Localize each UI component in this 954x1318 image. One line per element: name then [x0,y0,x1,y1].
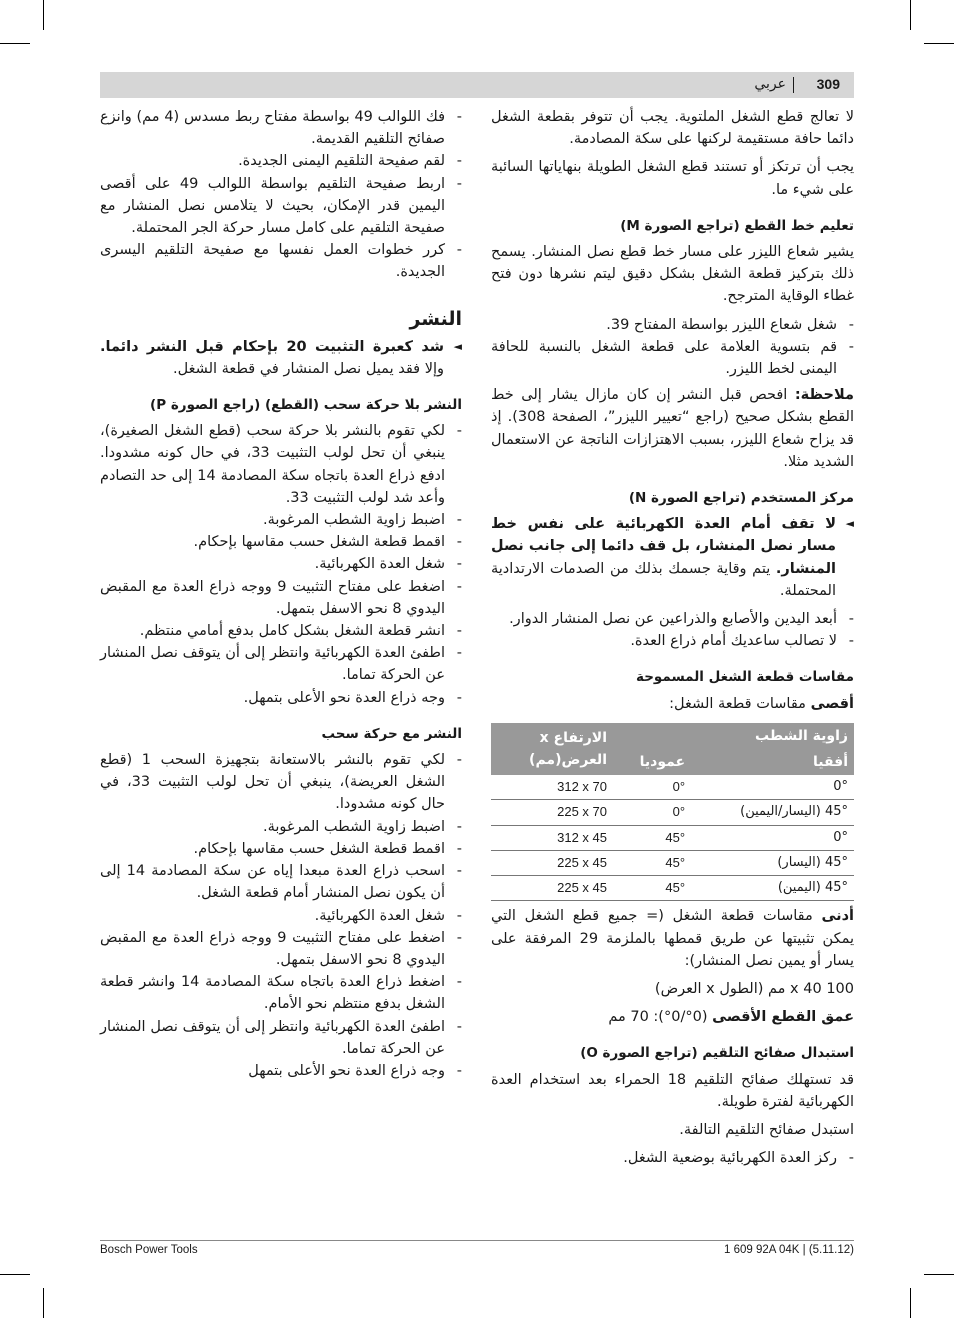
section-heading: النشر بلا حركة سحب (القطع) (راجع الصورة P) [150,397,462,414]
table-row [491,876,854,901]
cell-vertical: 0° [613,800,691,825]
warning [100,336,462,380]
header-divider [793,77,794,93]
list-item: - اطفئ العدة الكهربائية وانتظر إلى أن يتوقف نصل المنشار عن الحركة تماما. [100,1016,462,1060]
crop-mark [910,1288,911,1318]
list-item: - فك اللوالب 49 بواسطة مفتاح ربط مسدس (4 مم) وانزع صفائح التلقيم القديمة. [100,106,462,150]
min-label: أدنى [821,908,854,925]
section-heading: مركز المستخدم (تراجع الصورة N) [628,490,854,507]
cell-vertical: 45° [613,825,691,850]
table-header-vertical: عموديا [613,749,691,775]
section-heading: مقاسات قطعة الشغل المسموحة [636,669,854,686]
list-item: - شغل العدة الكهربائية. [100,905,462,927]
list-item: - وجه ذراع العدة نحو الأعلى بتمهل [100,1060,462,1082]
min-text: مقاسات قطعة الشغل (= جميع قطع الشغل التي يمكن تثبيتها عن طريق قمطها بالملزمة 29 المرفقة على يسار أو يمين نصل المنشار): [491,908,854,969]
warning [491,513,854,602]
paragraph: يجب أن ترتكز أو تستند قطع الشغل الطويلة بنهاياتها السائبة على شيء ما. [491,159,854,198]
cell-dims: 225 x 45 [491,876,613,901]
section-heading: تعليم خط القطع (تراجع الصورة M) [620,217,854,234]
note-text: افحص قبل النشر إن كان مازال يشار إلى خط القطع بشكل صحيح (راجع “تعيير الليزر”، الصفحة 308). إذ قد يزاح شعاع الليزر، بسبب الاهتزازات الناتجة عن الاستعمال الشديد مثلا. [491,387,854,470]
left-column [100,106,462,1082]
warning-text: يتم وقاية جسمك بذلك من الصدمات الارتدادية المحتملة. [491,560,836,599]
list-item: - قم بتسوية العلامة على قطعة الشغل بالنسبة للحافة اليمنى لخط الليزر. [491,336,854,380]
section-heading: النشر مع حركة سحب [321,725,462,742]
cell-vertical: 45° [613,876,691,901]
list-item: - شغل شعاع الليزر بواسطة المفتاح 39. [491,314,854,336]
page-header [100,72,854,98]
page-number: 309 [816,76,840,92]
paragraph: يشير شعاع الليزر على مسار خط قطع نصل المنشار. يسمح ذلك بتركيز قطعة الشغل بشكل دقيق ليتم نشرها دون فتح غطاء الوقاية المترجح. [491,244,854,305]
list-item: - لكي تقوم بالنشر بلا حركة سحب (قطع الشغل الصغيرة)، ينبغي أن تحل لولب التثبيت 33، في حال كونه مشدودا. ادفع ذراع العدة باتجاه سكة المصادمة 14 إلى حد التصادم وأعد شد لولب التثبيت 33. [100,420,462,509]
list-item: - أبعد اليدين والأصابع والذراعين عن نصل المنشار الدوار. [491,608,854,630]
crop-mark [43,1288,44,1318]
list-item: - لقم صفيحة التلقيم اليمنى الجديدة. [100,150,462,172]
min-dimensions: 100 x 40 مم (الطول x العرض) [654,980,854,997]
cell-horizontal: 45° (اليسار/اليمين) [691,800,854,825]
depth-text: (0°/0°): 70 مم [608,1009,713,1026]
crop-mark [0,1274,30,1275]
footer-doc-id: 1 609 92A 04K | (5.11.12) [723,1244,854,1256]
footer-publisher: Bosch Power Tools [100,1244,198,1256]
list-item: - اقمط قطعة الشغل حسب مقاسها بإحكام. [100,531,462,553]
list-item: - اقمط قطعة الشغل حسب مقاسها بإحكام. [100,838,462,860]
paragraph: قد تستهلك صفائح التلقيم 18 الحمراء بعد استخدام العدة الكهربائية لفترة طويلة. [491,1071,854,1110]
list-item: - اضبط زاوية الشطب المرغوبة. [100,509,462,531]
paragraph: استبدل صفائح التلقيم التالفة. [679,1121,854,1138]
list-item: - وجه ذراع العدة نحو الأعلى بتمهل. [100,687,462,709]
warning-text: وإلا فقد يميل نصل المنشار في قطعة الشغل. [173,360,444,377]
dimensions-table [491,723,854,901]
right-column [491,106,854,1169]
cell-horizontal: 0° [691,775,854,800]
cell-vertical: 0° [613,775,691,800]
cell-dims: 225 x 70 [491,800,613,825]
list-item: - اضغط ذراع العدة باتجاه سكة المصادمة 14 وانشر قطعة الشغل بدفع منتظم نحو الأمام. [100,971,462,1015]
language-label: عربي [754,76,786,92]
cell-dims: 312 x 70 [491,775,613,800]
max-label: أقصى [810,695,854,712]
page-footer [100,1240,854,1256]
crop-mark [0,43,30,44]
cell-dims: 225 x 45 [491,850,613,875]
list-item: - اضبط زاوية الشطب المرغوبة. [100,816,462,838]
max-text: مقاسات قطعة الشغل: [669,695,811,712]
paragraph [491,693,854,715]
section-heading: استبدال صفائح التلقيم (تراجع الصورة O) [580,1045,854,1062]
table-row [491,825,854,850]
list-item: - اضغط على مفتاح التثبيت 9 ووجه ذراع العدة مع المقبض اليدوي 8 نحو الاسفل بتمهل. [100,576,462,620]
crop-mark [924,1274,954,1275]
cell-horizontal: 0° [691,825,854,850]
table-row [491,850,854,875]
depth-label: عمق القطع الأقصى [712,1009,854,1026]
table-header-horizontal: أفقيا [691,749,854,775]
crop-mark [43,0,44,30]
table-row [491,775,854,800]
warning-bold: لا تقف أمام العدة الكهربائية على نفس خط مسار نصل المنشار، بل قف دائما إلى جانب نصل المنشار. [491,516,836,577]
paragraph [491,1006,854,1028]
paragraph: لا تعالج قطع الشغل الملتوية. يجب أن تتوفر بقطعة الشغل دائما حافة مستقيمة لركنها على سكة المصادمة. [491,109,854,148]
cell-dims: 312 x 45 [491,825,613,850]
paragraph [491,905,854,972]
table-header-angle: زاوية الشطب [613,723,854,749]
note-label: ملاحظة: [794,387,854,404]
section-title: النشر [409,307,462,330]
list-item: - اربط صفيحة التلقيم بواسطة اللوالب 49 على أقصى اليمين قدر الإمكان، بحيث لا يتلامس نصل المنشار مع صفيحة التلقيم على كامل مسار حركة الجر المحتملة. [100,173,462,240]
list-item: - اسحب ذراع العدة مبعدا إياه عن سكة المصادمة 14 إلى أن يكون نصل المنشار أمام قطعة الشغل. [100,860,462,904]
table-row [491,800,854,825]
list-item: - لا تصالب ساعديك أمام ذراع العدة. [491,630,854,652]
crop-mark [910,0,911,30]
crop-mark [924,43,954,44]
cell-horizontal: 45° (اليمين) [691,876,854,901]
cell-horizontal: 45° (اليسار) [691,850,854,875]
note [491,384,854,473]
table-header-dims: الارتفاع x العرض(مم) [491,723,613,775]
list-item: - شغل العدة الكهربائية. [100,553,462,575]
list-item: - اطفئ العدة الكهربائية وانتظر إلى أن يتوقف نصل المنشار عن الحركة تماما. [100,642,462,686]
list-item: - اضغط على مفتاح التثبيت 9 ووجه ذراع العدة مع المقبض اليدوي 8 نحو الاسفل بتمهل. [100,927,462,971]
list-item: - كرر خطوات العمل نفسها مع صفيحة التلقيم اليسرى الجديدة. [100,239,462,283]
list-item: - انشر قطعة الشغل بشكل كامل بدفع أمامي منتظم. [100,620,462,642]
warning-bold: شد كعبرة التثبيت 20 بإحكام قبل النشر دائما. [100,338,445,355]
list-item: - لكي تقوم بالنشر بالاستعانة بتجهيزة السحب 1 (قطع الشغل العريضة)، ينبغي أن تحل لولب التثبيت 33، في حال كونه مشدودا. [100,749,462,816]
cell-vertical: 45° [613,850,691,875]
list-item: - ركز العدة الكهربائية بوضعية الشغل. [491,1147,854,1169]
